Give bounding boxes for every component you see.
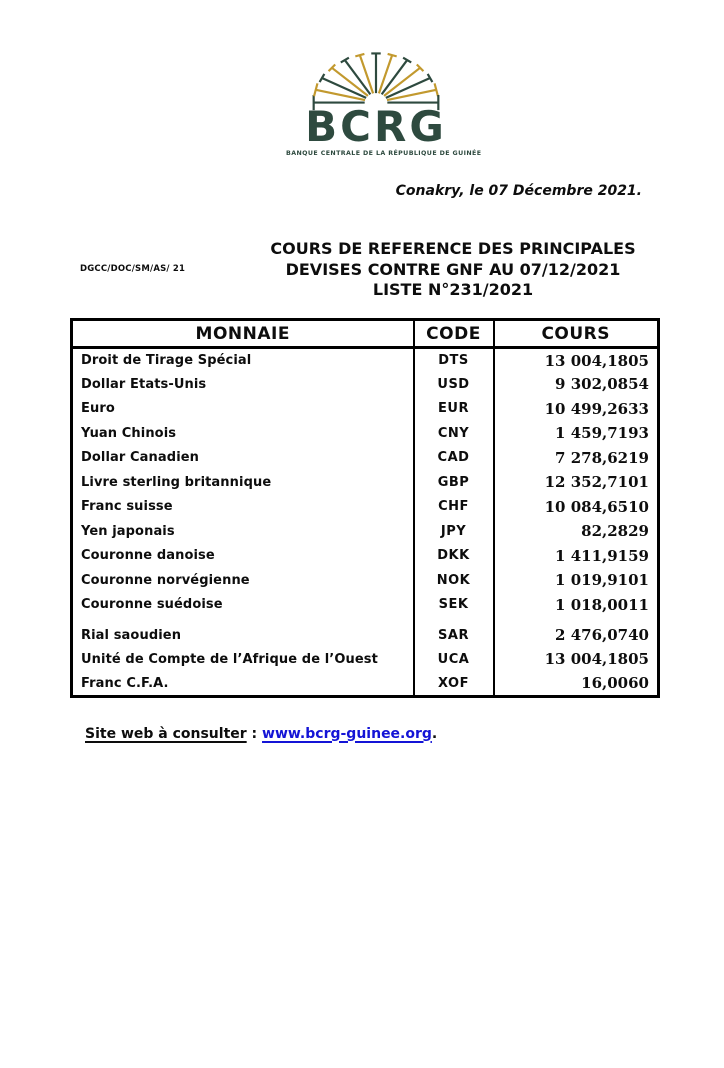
- dateline: Conakry, le 07 Décembre 2021.: [395, 183, 642, 199]
- currency-name: Euro: [72, 397, 414, 422]
- currency-code: DTS: [414, 348, 494, 373]
- currency-code: CNY: [414, 421, 494, 446]
- currency-rate: 9 302,0854: [494, 372, 659, 397]
- currency-code: EUR: [414, 397, 494, 422]
- bcrg-tagline: BANQUE CENTRALE DE LA RÉPUBLIQUE DE GUINÉE: [286, 150, 482, 157]
- website-suffix: .: [431, 725, 438, 742]
- currency-name: Livre sterling britannique: [72, 470, 414, 495]
- currency-name: Yuan Chinois: [72, 421, 414, 446]
- table-row: [72, 519, 659, 544]
- currency-rate: 1 459,7193: [494, 421, 659, 446]
- currency-name: Franc C.F.A.: [72, 672, 414, 697]
- doc-title: [180, 239, 724, 301]
- currency-code: NOK: [414, 568, 494, 593]
- currency-code: JPY: [414, 519, 494, 544]
- doc-title-line-1: COURS DE REFERENCE DES PRINCIPALES: [270, 239, 636, 258]
- currency-rate: 10 084,6510: [494, 495, 659, 520]
- doc-reference: DGCC/DOC/SM/AS/ 21: [80, 264, 186, 274]
- currency-code: SEK: [414, 593, 494, 618]
- doc-title-line-3: LISTE N°231/2021: [372, 280, 534, 299]
- currency-name: Rial saoudien: [72, 617, 414, 647]
- table-row: [72, 421, 659, 446]
- document-page: [0, 44, 724, 1068]
- currency-rate: 7 278,6219: [494, 446, 659, 471]
- table-row: [72, 617, 659, 647]
- currency-code: GBP: [414, 470, 494, 495]
- website-line: [85, 726, 724, 742]
- table-row: [72, 495, 659, 520]
- currency-name: Dollar Canadien: [72, 446, 414, 471]
- currency-code: USD: [414, 372, 494, 397]
- table-header-row: [72, 320, 659, 348]
- currency-code: XOF: [414, 672, 494, 697]
- currency-name: Couronne suédoise: [72, 593, 414, 618]
- currency-name: Couronne norvégienne: [72, 568, 414, 593]
- currency-rate: 1 411,9159: [494, 544, 659, 569]
- currency-rate: 1 018,0011: [494, 593, 659, 618]
- currency-name: Dollar Etats-Unis: [72, 372, 414, 397]
- website-label: Site web à consulter: [85, 725, 247, 742]
- currency-rate: 82,2829: [494, 519, 659, 544]
- currency-name: Droit de Tirage Spécial: [72, 348, 414, 373]
- rates-table: [70, 318, 660, 698]
- bcrg-acronym: BCRG: [305, 102, 447, 151]
- currency-rate: 12 352,7101: [494, 470, 659, 495]
- table-row: [72, 348, 659, 373]
- currency-code: CAD: [414, 446, 494, 471]
- currency-name: Couronne danoise: [72, 544, 414, 569]
- title-block: [0, 239, 724, 303]
- currency-name: Franc suisse: [72, 495, 414, 520]
- currency-rate: 1 019,9101: [494, 568, 659, 593]
- table-row: [72, 593, 659, 618]
- currency-code: DKK: [414, 544, 494, 569]
- website-separator: :: [246, 725, 263, 742]
- currency-rate: 2 476,0740: [494, 617, 659, 647]
- bcrg-logo: [286, 44, 482, 157]
- table-row: [72, 470, 659, 495]
- currency-code: CHF: [414, 495, 494, 520]
- currency-code: UCA: [414, 647, 494, 672]
- website-link[interactable]: www.bcrg-guinee.org: [262, 725, 432, 742]
- column-header-cours: COURS: [494, 320, 659, 348]
- table-row: [72, 672, 659, 697]
- table-row: [72, 372, 659, 397]
- currency-rate: 13 004,1805: [494, 348, 659, 373]
- currency-name: Unité de Compte de l’Afrique de l’Ouest: [72, 647, 414, 672]
- column-header-monnaie: MONNAIE: [72, 320, 414, 348]
- currency-name: Yen japonais: [72, 519, 414, 544]
- table-row: [72, 397, 659, 422]
- currency-rate: 16,0060: [494, 672, 659, 697]
- table-row: [72, 568, 659, 593]
- table-row: [72, 446, 659, 471]
- column-header-code: CODE: [414, 320, 494, 348]
- table-row: [72, 647, 659, 672]
- currency-rate: 10 499,2633: [494, 397, 659, 422]
- currency-code: SAR: [414, 617, 494, 647]
- doc-title-line-2: DEVISES CONTRE GNF AU 07/12/2021: [285, 259, 621, 279]
- currency-rate: 13 004,1805: [494, 647, 659, 672]
- table-row: [72, 544, 659, 569]
